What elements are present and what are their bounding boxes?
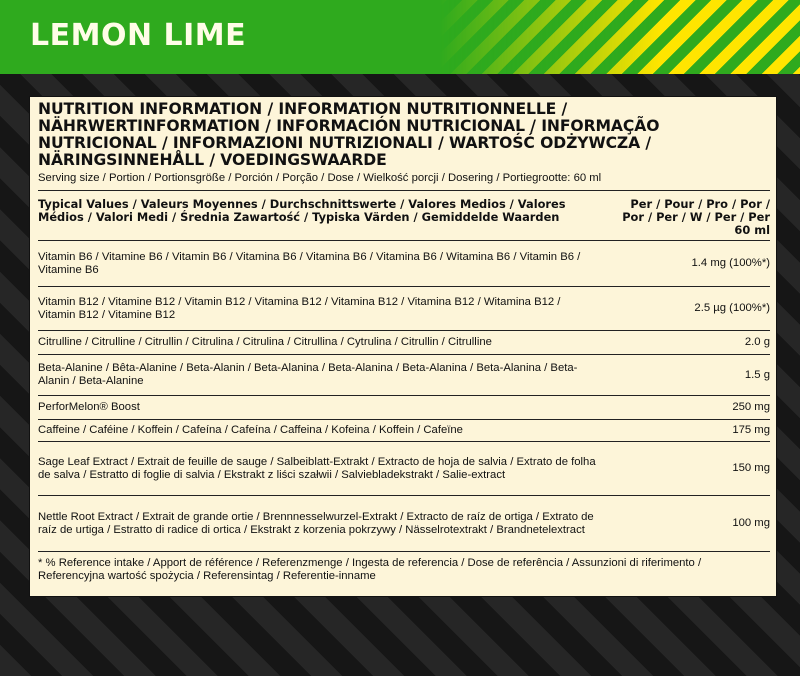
header-typical-values: Typical Values / Valeurs Moyennes / Durchschnittswerte / Valores Medios / Valores Médios / Valori Medi / Średnia Zawartość / Typiska Värden / Gemiddelde Waarden [38, 197, 566, 224]
nutrient-amount: 175 mg [732, 424, 770, 436]
nutrition-title: NUTRITION INFORMATION / INFORMATION NUTRITIONNELLE / NÄHRWERTINFORMATION / INFORMACIÓN NUTRICIONAL / INFORMAÇÃO NUTRICIONAL / INFORMAZIONI NUTRIZIONALI / WARTOŚĆ ODŻYWCZA / NÄRINGSINNEHÅLL / VOEDINGSWAARDE [38, 100, 660, 169]
nutrient-name: Vitamin B12 / Vitamine B12 / Vitamin B12 / Vitamina B12 / Vitamina B12 / Vitamina B12 / Witamina B12 / Vitamin B12 / Vitamine B12 [38, 295, 561, 321]
table-row [38, 396, 770, 420]
nutrient-amount: 1.5 g [744, 368, 770, 381]
nutrient-amount: 1.4 mg (100%*) [691, 257, 770, 269]
nutrient-amount: 2.0 g [744, 336, 770, 348]
nutrient-name: Sage Leaf Extract / Extrait de feuille de sauge / Salbeiblatt-Extrakt / Extracto de hoja de salvia / Extrato de folha de salva / Estratto di foglie di salvia / Ekstrakt z liści szałwii / Salviebladekstrakt / Salie-extract [38, 455, 596, 481]
nutrient-amount: 250 mg [732, 401, 770, 413]
header-per-serving: Per / Pour / Pro / Por / Por / Per / W / Per / Per 60 ml [622, 197, 770, 237]
table-row [38, 331, 770, 355]
table-row [38, 241, 770, 287]
nutrition-panel [29, 96, 777, 597]
nutrient-name: Citrulline / Citrulline / Citrullin / Citrulina / Citrulina / Citrullina / Cytrulina / Citrullin / Citrulline [38, 336, 492, 348]
nutrient-name: PerforMelon® Boost [38, 401, 140, 413]
table-row [38, 496, 770, 552]
serving-size: Serving size / Portion / Portionsgröße / Porción / Porção / Dose / Wielkość porcji / Dosering / Portiegrootte: 60 ml [38, 172, 770, 191]
table-row [38, 355, 770, 396]
nutrient-name: Nettle Root Extract / Extrait de grande ortie / Brennnesselwurzel-Extrakt / Extracto de raíz de ortiga / Extrato de raíz de urtiga / Estratto di radice di ortica / Ekstrakt z korzenia pokrzywy / Nässelrotextrakt / Brandnetelextract [38, 510, 594, 536]
table-row [38, 287, 770, 331]
table-header [38, 197, 770, 241]
nutrient-name: Vitamin B6 / Vitamine B6 / Vitamin B6 / Vitamina B6 / Vitamina B6 / Vitamina B6 / Witamina B6 / Vitamin B6 / Vitamine B6 [38, 250, 581, 276]
nutrient-amount: 150 mg [732, 462, 770, 474]
flavor-banner [0, 0, 800, 74]
flavor-title: LEMON LIME [30, 18, 247, 53]
nutrient-name: Caffeine / Caféine / Koffein / Cafeína / Cafeína / Caffeina / Kofeina / Koffein / Cafeïne [38, 424, 463, 436]
nutrient-amount: 2.5 µg (100%*) [694, 302, 770, 314]
decorative-stripes [400, 0, 800, 74]
table-row [38, 420, 770, 442]
nutrient-name: Beta-Alanine / Bêta-Alanine / Beta-Alanin / Beta-Alanina / Beta-Alanina / Beta-Alanina / Beta-Alanina / Beta-Alanin / Beta-Alanine [38, 362, 578, 387]
reference-intake-footnote: * % Reference intake / Apport de référence / Referenzmenge / Ingesta de referencia / Dose de referência / Assunzioni di riferimento / Referencyjna wartość spożycia / Referensintag / Referentie-inname [38, 557, 702, 582]
table-row [38, 442, 770, 496]
nutrient-amount: 100 mg [732, 517, 770, 529]
